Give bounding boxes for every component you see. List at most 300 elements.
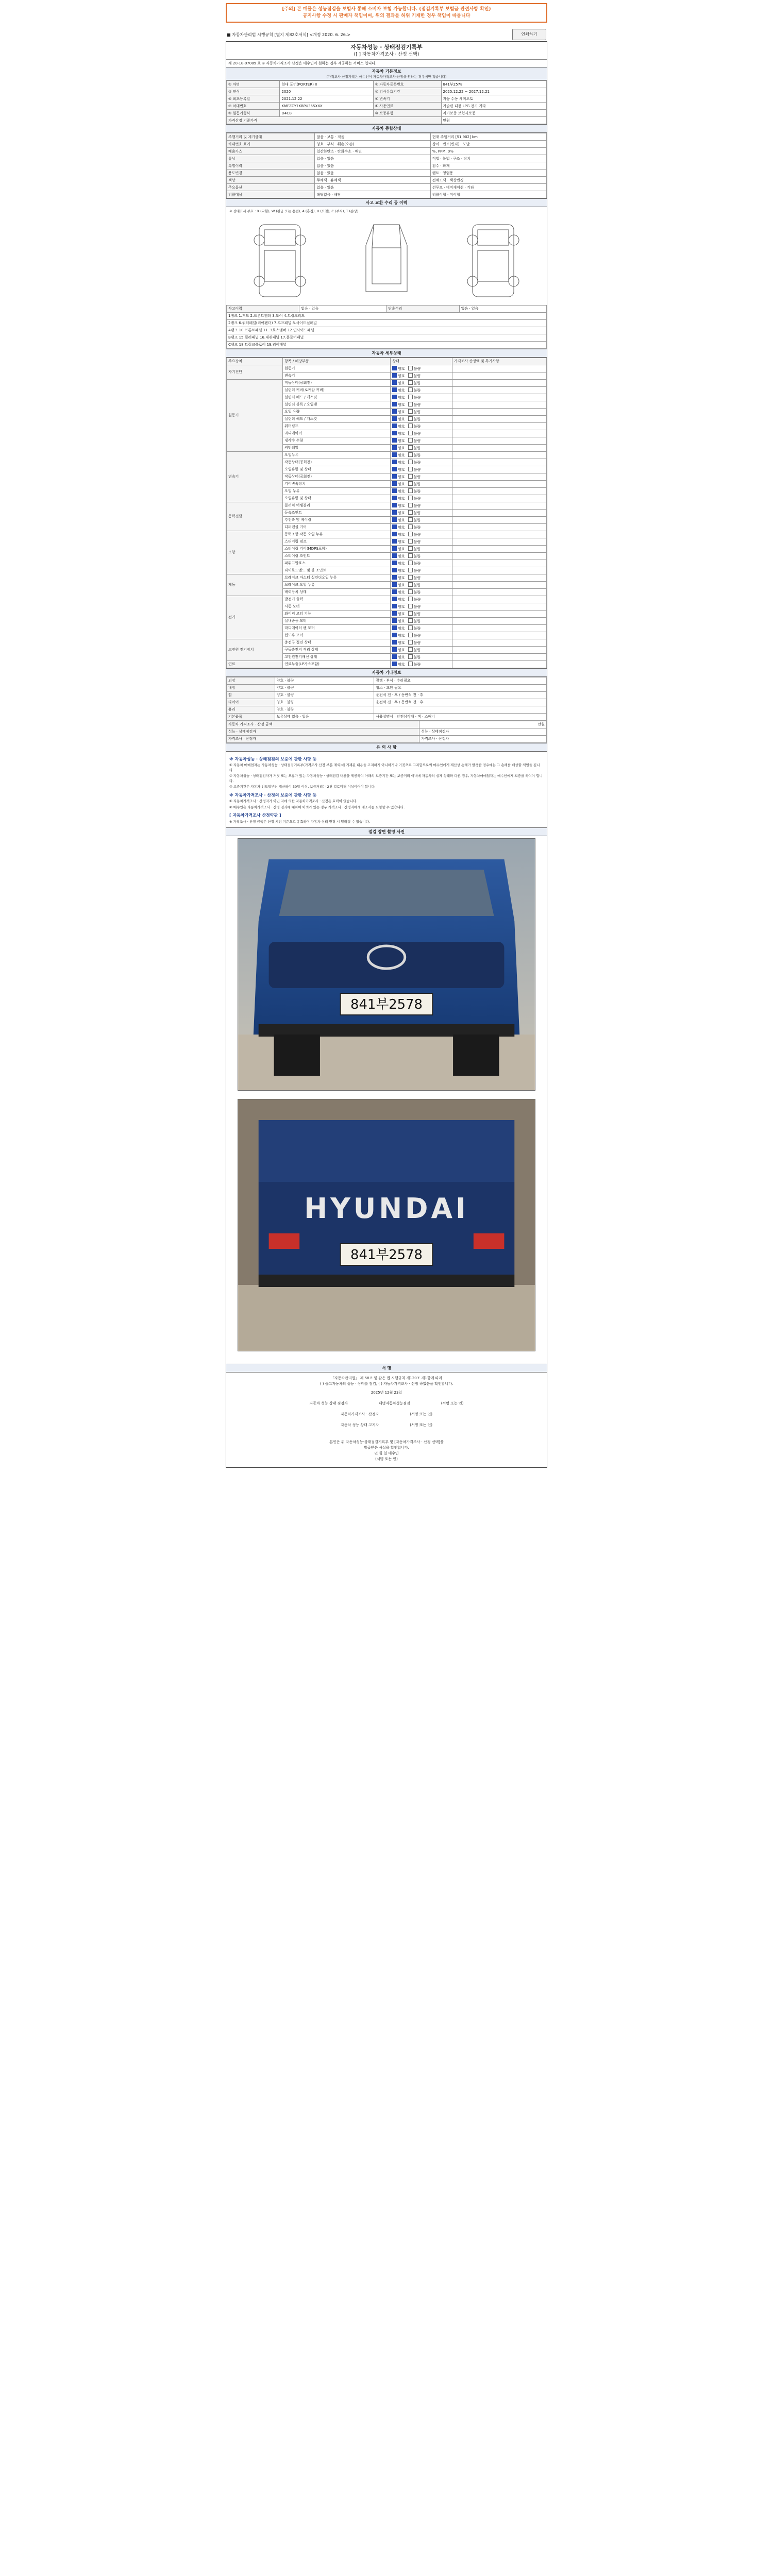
status-good-label: 양호: [398, 453, 405, 457]
table-cell: 휠: [227, 691, 275, 699]
page-header: [226, 26, 547, 41]
table-cell: 양호 · 불량: [275, 691, 374, 699]
checkbox-icon: [392, 445, 397, 450]
status-good-label: 양호: [398, 431, 405, 436]
notice-line-2: 공지사항 수정 시 판매자 책임이며, 위의 결과를 허위 기재한 경우 책임이 따릅니다: [303, 13, 470, 19]
detail-note: [452, 437, 546, 444]
table-cell: 충전구 절연 상태: [283, 639, 391, 646]
signature-section: [226, 1372, 547, 1436]
table-cell: 브레이크 마스터 실린더오일 누유: [283, 574, 391, 581]
checkbox-icon: [392, 546, 397, 551]
table-row: [227, 596, 547, 603]
checkbox-icon: [392, 423, 397, 428]
table-cell: 썬루프 · 네비게이션 · 기타: [430, 184, 546, 191]
table-cell: 차대번호 표기: [227, 141, 315, 148]
foot-line-4: (서명 또는 인): [375, 1457, 398, 1461]
detail-note: [452, 516, 546, 523]
detail-status: [391, 379, 452, 386]
status-bad-label: 불량: [413, 640, 421, 645]
photo-section: [226, 836, 547, 1364]
checkbox-icon: [408, 524, 413, 529]
outer-rank-1: 1랭크 1.후드 2.프론트휀더 3.도어 4.트렁크리드: [227, 312, 547, 319]
checkbox-icon: [392, 597, 397, 601]
checkbox-icon: [392, 416, 397, 421]
detail-status: [391, 480, 452, 487]
status-good-label: 양호: [398, 662, 405, 667]
rear-brand-text: HYUNDAI: [304, 1192, 469, 1225]
table-cell: 해당없음 · 해당: [315, 191, 430, 198]
status-bad-label: 불량: [413, 431, 421, 436]
checkbox-icon: [408, 387, 413, 392]
status-bad-label: 불량: [413, 532, 421, 537]
detail-status: [391, 444, 452, 451]
table-cell: 고전원전기배선 상태: [283, 653, 391, 660]
checkbox-icon: [392, 467, 397, 471]
table-cell: 기어변속장치: [283, 480, 391, 487]
table-row: [227, 110, 547, 117]
table-row: [227, 699, 547, 706]
status-good-label: 양호: [398, 619, 405, 623]
status-bad-label: 불량: [413, 424, 421, 429]
checkbox-icon: [392, 633, 397, 637]
table-cell: 주행거리 및 계기상태: [227, 133, 315, 141]
status-bad-label: 불량: [413, 518, 421, 522]
form-code: ■ 자동차관리법 시행규칙 [별지 제82호서식] <개정 2020. 6. 26.>: [227, 32, 351, 37]
detail-status: [391, 596, 452, 603]
table-row: [227, 141, 547, 148]
table-row: [227, 502, 547, 509]
checkbox-icon: [408, 380, 413, 385]
table-cell: 오일유량 및 상태: [283, 466, 391, 473]
checkbox-icon: [408, 402, 413, 406]
table-cell: 브레이크 오일 누유: [283, 581, 391, 588]
detail-status: [391, 660, 452, 668]
status-bad-label: 불량: [413, 474, 421, 479]
status-good-label: 양호: [398, 402, 405, 407]
front-photo-image: [238, 839, 535, 1090]
detail-status: [391, 437, 452, 444]
repair-value: 없음 · 있음: [459, 305, 546, 312]
table-cell: 타이로드엔드 및 볼 조인트: [283, 567, 391, 574]
detail-status: [391, 531, 452, 538]
checkbox-icon: [392, 503, 397, 507]
section-basic-title: 자동차 기본정보: [372, 69, 401, 74]
status-good-label: 양호: [398, 597, 405, 602]
table-row: [227, 379, 547, 386]
detail-status: [391, 466, 452, 473]
table-cell: 작동상태(공회전): [283, 379, 391, 386]
diagram-right: [457, 219, 529, 302]
status-good-label: 양호: [398, 583, 405, 587]
status-good-label: 양호: [398, 503, 405, 508]
status-bad-label: 불량: [413, 381, 421, 385]
checkbox-icon: [392, 366, 397, 370]
table-cell: 2020: [280, 88, 373, 95]
detail-note: [452, 422, 546, 430]
table-cell: 없음 · 있음: [315, 155, 430, 162]
table-row: [227, 133, 547, 141]
diagram-left: [244, 219, 316, 302]
detail-status: [391, 588, 452, 596]
table-header-row: [227, 358, 547, 365]
table-cell: %, PPM, 0%: [430, 148, 546, 155]
foot-line-3: 년 월 일 매수인: [374, 1451, 399, 1455]
status-bad-label: 불량: [413, 597, 421, 602]
table-cell: ① 차명: [227, 81, 280, 88]
section-detail-title: 자동차 세부상태: [372, 350, 401, 355]
status-good-label: 양호: [398, 590, 405, 595]
table-cell: 사용설명서 · 안전삼각대 · 잭 · 스패너: [374, 713, 547, 720]
detail-note: [452, 639, 546, 646]
table-cell: 렌트 · 영업용: [430, 170, 546, 177]
foot-line-1: 본인은 위 자동차성능·상태점검기록부 및 [자동차가격조사 · 산정 선택]을: [329, 1440, 444, 1444]
table-cell: ② 자동차등록번호: [373, 81, 441, 88]
table-cell: ⑦ 차대번호: [227, 103, 280, 110]
detail-group-name: 동력전달: [227, 502, 283, 531]
print-button[interactable]: 인쇄하기: [512, 29, 546, 40]
table-cell: 상이 · 변조(변타) · 도말: [430, 141, 546, 148]
detail-status: [391, 473, 452, 480]
table-cell: KMFZCY7KBPU355XXX: [280, 103, 373, 110]
main-rank-a: A랭크 10.프론트패널 11.크로스멤버 12.인사이드패널: [227, 327, 547, 334]
detail-note: [452, 379, 546, 386]
status-bad-label: 불량: [413, 575, 421, 580]
detail-status: [391, 603, 452, 610]
table-cell: 작동상태(공회전): [283, 459, 391, 466]
detail-status: [391, 552, 452, 560]
checkbox-icon: [408, 597, 413, 601]
detail-status: [391, 422, 452, 430]
detail-note: [452, 653, 546, 660]
status-good-label: 양호: [398, 525, 405, 530]
checkbox-icon: [408, 589, 413, 594]
condition-table: [226, 677, 547, 721]
table-cell: 양호 · 불량: [275, 699, 374, 706]
table-row: [227, 117, 547, 124]
checkbox-icon: [392, 395, 397, 399]
checkbox-icon: [392, 438, 397, 443]
checkbox-icon: [392, 373, 397, 378]
table-cell: 변속기: [283, 372, 391, 379]
notes-p2: ② 자동차성능 · 상태점검자가 거짓 또는 오류가 있는 자동차성능 · 상태점검 내용을 제공하여 아래의 보증기간 또는 보증거리 이내에 자동차의 실제 상태와 다른 경우, 자동차매매업자는 매수인에게 보증을 하여야 합니다.: [229, 774, 543, 783]
signer-sign-2: (서명 또는 인): [410, 1412, 433, 1416]
table-cell: 오일유량 및 상태: [283, 495, 391, 502]
section-basic-info: [226, 67, 547, 80]
table-cell: 없음 · 있음: [315, 170, 430, 177]
table-cell: 윈도우 모터: [283, 632, 391, 639]
table-cell: 라디에이터: [283, 430, 391, 437]
detail-note: [452, 466, 546, 473]
notes-heading-3: [ 자동차가격조사 산정약관 ]: [229, 813, 281, 818]
detail-note: [452, 660, 546, 668]
checkbox-icon: [392, 611, 397, 616]
signer-role-2: 자동차가격조사 · 산정자: [340, 1412, 379, 1416]
checkbox-icon: [392, 532, 397, 536]
detail-note: [452, 430, 546, 437]
checkbox-icon: [408, 510, 413, 515]
inspection-form: [226, 41, 547, 1468]
status-bad-label: 불량: [413, 482, 421, 486]
status-bad-label: 불량: [413, 662, 421, 667]
accident-value: 없음 · 있음: [299, 305, 386, 312]
detail-note: [452, 523, 546, 531]
detail-status: [391, 386, 452, 394]
detail-note: [452, 632, 546, 639]
table-row: [227, 531, 547, 538]
status-good-label: 양호: [398, 424, 405, 429]
detail-note: [452, 588, 546, 596]
detail-status: [391, 639, 452, 646]
rear-photo-image: [238, 1099, 535, 1351]
detail-note: [452, 646, 546, 653]
status-good-label: 양호: [398, 482, 405, 486]
checkbox-icon: [408, 416, 413, 421]
table-cell: 리콜이행 · 미이행: [430, 191, 546, 198]
detail-group-name: 자기진단: [227, 365, 283, 379]
checkbox-icon: [392, 561, 397, 565]
status-good-label: 양호: [398, 388, 405, 393]
checkbox-icon: [408, 647, 413, 652]
table-cell: 2021.12.22: [280, 95, 373, 103]
table-cell: 실린더 헤드 / 개스킷: [283, 415, 391, 422]
checkbox-icon: [408, 409, 413, 414]
table-cell: 기본품목: [227, 713, 275, 720]
closing-text-1: 「자동차관리법」 제 58조 및 같은 법 시행규칙 제120조 제1항에 따라: [330, 1376, 443, 1380]
detail-status: [391, 459, 452, 466]
table-row: [227, 677, 547, 684]
table-cell: 침수 · 화재: [430, 162, 546, 170]
checkbox-icon: [408, 553, 413, 558]
warning-notice: [226, 3, 547, 23]
detail-note: [452, 531, 546, 538]
table-cell: 커먼레일: [283, 444, 391, 451]
table-cell: 항목 / 해당부품: [283, 358, 391, 365]
checkbox-icon: [408, 604, 413, 608]
table-cell: 2025.12.22 ~ 2027.12.21: [441, 88, 547, 95]
table-cell: 자가보증 보험사보증: [441, 110, 547, 117]
checkbox-icon: [408, 662, 413, 666]
detail-note: [452, 473, 546, 480]
price-total-table: [226, 721, 547, 743]
notes-body: [226, 752, 547, 828]
table-row: [227, 103, 547, 110]
table-cell: 자동 수동 세미오토: [441, 95, 547, 103]
overall-status-table: [226, 133, 547, 198]
accident-legend: ※ 상태표시 부호 : X (교환), W (판금 또는 용접), A (흠집), U (요철), C (부식), T (손상): [229, 209, 359, 213]
checkbox-icon: [408, 452, 413, 457]
status-bad-label: 불량: [413, 374, 421, 378]
signature-heading: 서 명: [226, 1364, 547, 1372]
checkbox-icon: [408, 625, 413, 630]
status-good-label: 양호: [398, 496, 405, 501]
accident-table: [226, 305, 547, 349]
signer-org-1: 대명자동차성능점검: [378, 1401, 410, 1405]
foot-line-2: 발급받은 사실을 확인합니다.: [364, 1446, 409, 1450]
front-photo: [238, 838, 535, 1091]
checkbox-icon: [408, 546, 413, 551]
table-cell: 배력장치 상태: [283, 588, 391, 596]
checkbox-icon: [408, 467, 413, 471]
status-bad-label: 불량: [413, 626, 421, 631]
status-good-label: 양호: [398, 604, 405, 609]
table-cell: ③ 연식: [227, 88, 280, 95]
detail-note: [452, 509, 546, 516]
table-cell: 튜닝: [227, 155, 315, 162]
table-cell: 타이어: [227, 699, 275, 706]
notes-heading-2: ※ 자동차가격조사 · 산정의 보증에 관한 사항 등: [229, 792, 317, 798]
notes-p6: ※ 가격조사 · 산정 금액은 산정 시점 기준으로 유효하며 자동차 상태 변경 시 달라질 수 있습니다.: [229, 819, 370, 824]
detail-note: [452, 444, 546, 451]
checkbox-icon: [392, 524, 397, 529]
status-good-label: 양호: [398, 395, 405, 400]
detail-note: [452, 581, 546, 588]
section-accident-title: 사고 교환 수리 등 이력: [365, 200, 408, 205]
status-good-label: 양호: [398, 655, 405, 659]
detail-status: [391, 408, 452, 415]
table-cell: 작동상태(공회전): [283, 473, 391, 480]
checkbox-icon: [408, 496, 413, 500]
table-cell: 특별이력: [227, 162, 315, 170]
detail-status: [391, 610, 452, 617]
table-cell: ⑨ 원동기형식: [227, 110, 280, 117]
table-cell: 상태: [391, 358, 452, 365]
checkbox-icon: [392, 589, 397, 594]
status-bad-label: 불량: [413, 467, 421, 472]
table-row: [227, 639, 547, 646]
status-good-label: 양호: [398, 446, 405, 450]
detail-note: [452, 365, 546, 372]
table-cell: ④ 검사유효기간: [373, 88, 441, 95]
detail-table: [226, 358, 547, 668]
status-bad-label: 불량: [413, 489, 421, 494]
table-row: [227, 88, 547, 95]
status-bad-label: 불량: [413, 402, 421, 407]
table-cell: 연료누출(LP가스포함): [283, 660, 391, 668]
table-row: [227, 162, 547, 170]
notes-p3: ③ 보증기간은 자동차 인도일부터 계산하여 30일 이상, 보증거리는 2천 킬로미터 이상이어야 합니다.: [229, 785, 376, 789]
signer-row-2: [228, 1412, 545, 1417]
table-cell: 주요옵션: [227, 184, 315, 191]
checkbox-icon: [408, 654, 413, 659]
table-cell: 광택 · 부식 · 수리필요: [374, 677, 547, 684]
checkbox-icon: [408, 532, 413, 536]
status-good-label: 양호: [398, 640, 405, 645]
checkbox-icon: [392, 625, 397, 630]
checkbox-icon: [408, 640, 413, 645]
checkbox-icon: [408, 366, 413, 370]
status-good-label: 양호: [398, 489, 405, 494]
detail-status: [391, 394, 452, 401]
status-good-label: 양호: [398, 575, 405, 580]
detail-note: [452, 386, 546, 394]
detail-status: [391, 487, 452, 495]
checkbox-icon: [408, 568, 413, 572]
status-good-label: 양호: [398, 547, 405, 551]
table-row: [227, 191, 547, 198]
table-cell: 클러치 어셈블리: [283, 502, 391, 509]
detail-status: [391, 415, 452, 422]
status-good-label: 양호: [398, 539, 405, 544]
checkbox-icon: [408, 488, 413, 493]
detail-status: [391, 574, 452, 581]
detail-group-name: 변속기: [227, 451, 283, 502]
detail-note: [452, 451, 546, 459]
form-title: 자동차성능 · 상태점검기록부: [350, 44, 423, 50]
detail-status: [391, 617, 452, 624]
table-cell: 시동 모터: [283, 603, 391, 610]
status-bad-label: 불량: [413, 539, 421, 544]
signer-sign-3: (서명 또는 인): [410, 1423, 433, 1427]
checkbox-icon: [408, 582, 413, 587]
status-good-label: 양호: [398, 460, 405, 465]
table-cell: 원동기: [283, 365, 391, 372]
checkbox-icon: [392, 640, 397, 645]
checkbox-icon: [408, 445, 413, 450]
detail-status: [391, 509, 452, 516]
status-bad-label: 불량: [413, 525, 421, 530]
detail-note: [452, 394, 546, 401]
checkbox-icon: [392, 539, 397, 544]
table-cell: 스티어링 펌프: [283, 538, 391, 545]
table-cell: 실린더 헤드 / 개스킷: [283, 394, 391, 401]
status-bad-label: 불량: [413, 453, 421, 457]
table-cell: 등속조인트: [283, 509, 391, 516]
table-cell: 와이퍼 모터 기능: [283, 610, 391, 617]
table-row: [227, 451, 547, 459]
checkbox-icon: [408, 423, 413, 428]
table-cell: 가솔린 디젤 LPG 전기 기타: [441, 103, 547, 110]
table-row: [227, 155, 547, 162]
table-cell: 적법 · 불법 · 구조 · 장치: [430, 155, 546, 162]
table-cell: 양호 · 부식 · 훼손(오손): [315, 141, 430, 148]
table-cell: 오일누유: [283, 451, 391, 459]
main-rank-b: B랭크 15.필러패널 16.대쉬패널 17.플로어패널: [227, 334, 547, 341]
checkbox-icon: [408, 618, 413, 623]
table-cell: 라디에이터 팬 모터: [283, 624, 391, 632]
checkbox-icon: [408, 503, 413, 507]
checkbox-icon: [392, 380, 397, 385]
table-cell: 양호 · 불량: [275, 684, 374, 691]
photos-heading: 점검 장면 촬영 사진: [226, 827, 547, 836]
table-row: [227, 713, 547, 720]
section-condition: [226, 668, 547, 677]
table-cell: 현재 주행거리 [51,902] km: [430, 133, 546, 141]
table-cell: D4CB: [280, 110, 373, 117]
signer-row-1: [228, 1401, 545, 1406]
rear-plate-text: 841부2578: [350, 1247, 423, 1263]
status-bad-label: 불량: [413, 547, 421, 551]
detail-note: [452, 401, 546, 408]
table-cell: 발전기 출력: [283, 596, 391, 603]
checkbox-icon: [392, 618, 397, 623]
status-good-label: 양호: [398, 626, 405, 631]
closing-text-2: ( ) 중고자동차의 성능 · 상태를 점검, ( ) 자동차가격조사 · 산정 하였음을 확인합니다.: [320, 1382, 453, 1386]
table-cell: 리콜대상: [227, 191, 315, 198]
status-good-label: 양호: [398, 518, 405, 522]
checkbox-icon: [408, 633, 413, 637]
table-cell: 실린더 블록 / 오일팬: [283, 401, 391, 408]
detail-note: [452, 459, 546, 466]
table-row: [227, 81, 547, 88]
table-cell: 없음 · 있음: [315, 162, 430, 170]
status-good-label: 양호: [398, 410, 405, 414]
detail-note: [452, 545, 546, 552]
notes-p5: ② 매수인은 자동차가격조사 · 산정 결과에 대하여 이의가 있는 경우 가격조사 · 산정자에게 재조사를 요청할 수 있습니다.: [229, 805, 405, 809]
table-row: [227, 177, 547, 184]
basic-info-table: [226, 80, 547, 124]
status-good-label: 양호: [398, 554, 405, 558]
detail-group-name: 전기: [227, 596, 283, 639]
